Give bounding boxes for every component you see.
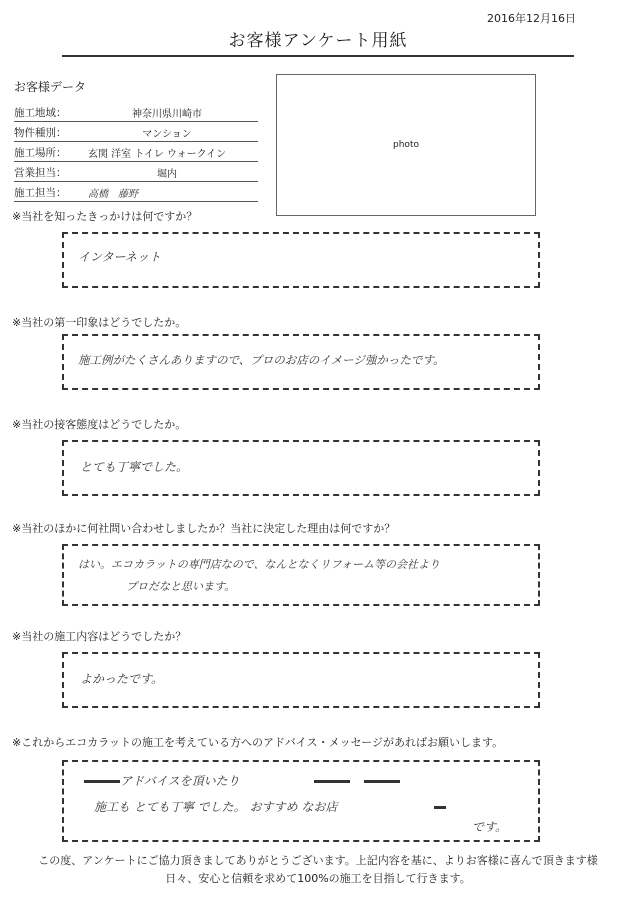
info-value: 神奈川県川崎市 [132,109,202,120]
info-label: 物件種別： [14,127,67,139]
info-value: マンション [142,129,192,140]
answer-text: 施工例がたくさんありますので、プロのお店のイメージ強かったです。 [78,353,445,367]
photo-label: photo [393,140,419,150]
page-title: お客様アンケート用紙 [62,26,574,57]
info-value: 玄関 洋室 トイレ ウォークイン [88,149,227,160]
answer-text: アドバイスを頂いたり [120,774,240,788]
answer-text: プロだなと思います。 [126,580,236,593]
question-2: ※当社の第一印象はどうでしたか。 [12,316,187,329]
answer-box-5 [62,652,540,708]
question-5: ※当社の施工内容はどうでしたか？ [12,630,187,643]
info-row-location [14,144,258,162]
info-value: 堀内 [157,169,177,180]
customer-info-table [14,104,258,204]
info-row-property-type [14,124,258,142]
question-3: ※当社の接客態度はどうでしたか。 [12,418,187,431]
answer-box-6 [62,760,540,842]
struck-text: ーーー [364,774,401,788]
answer-text: とても丁寧でした。 [80,460,189,474]
info-row-area [14,104,258,122]
info-label: 施工担当： [14,187,67,199]
question-6: ※これからエコカラットの施工を考えている方へのアドバイス・メッセージがあればお願いします。 [12,736,504,749]
struck-text: ーーー [84,774,121,788]
struck-text: ーーー [314,774,351,788]
answer-text: インターネット [78,250,161,264]
info-value-handwritten: 高橋 藤野 [88,189,138,200]
answer-text: よかったです。 [80,672,164,686]
question-1: ※当社を知ったきっかけは何ですか？ [12,210,198,223]
customer-data-heading: お客様データ [14,80,87,94]
answer-text: はい。エコカラットの専門店なので、なんとなくリフォーム等の会社より [78,558,441,571]
answer-box-2 [62,334,540,390]
info-label: 施工場所： [14,147,67,159]
answer-box-1 [62,232,540,288]
info-label: 施工地域： [14,107,67,119]
info-row-sales [14,164,258,182]
answer-text: 施工も とても丁寧 でした。 おすすめ なお店 [94,800,338,814]
struck-text: ー [434,800,447,814]
info-row-installer [14,184,258,202]
photo-placeholder [276,74,536,216]
footer-line-2: 日々、安心と信頼を求めて100%の施工を目指して行きます。 [165,872,471,885]
answer-box-4 [62,544,540,606]
answer-text: です。 [472,820,508,834]
info-label: 営業担当： [14,167,67,179]
survey-date: 2016年12月16日 [487,12,576,25]
answer-box-3 [62,440,540,496]
footer-line-1: この度、アンケートにご協力頂きましてありがとうございます。上記内容を基に、よりお客様に喜んで頂きます様 [38,854,598,867]
question-4: ※当社のほかに何社問い合わせしましたか？当社に決定した理由は何ですか？ [12,522,396,535]
